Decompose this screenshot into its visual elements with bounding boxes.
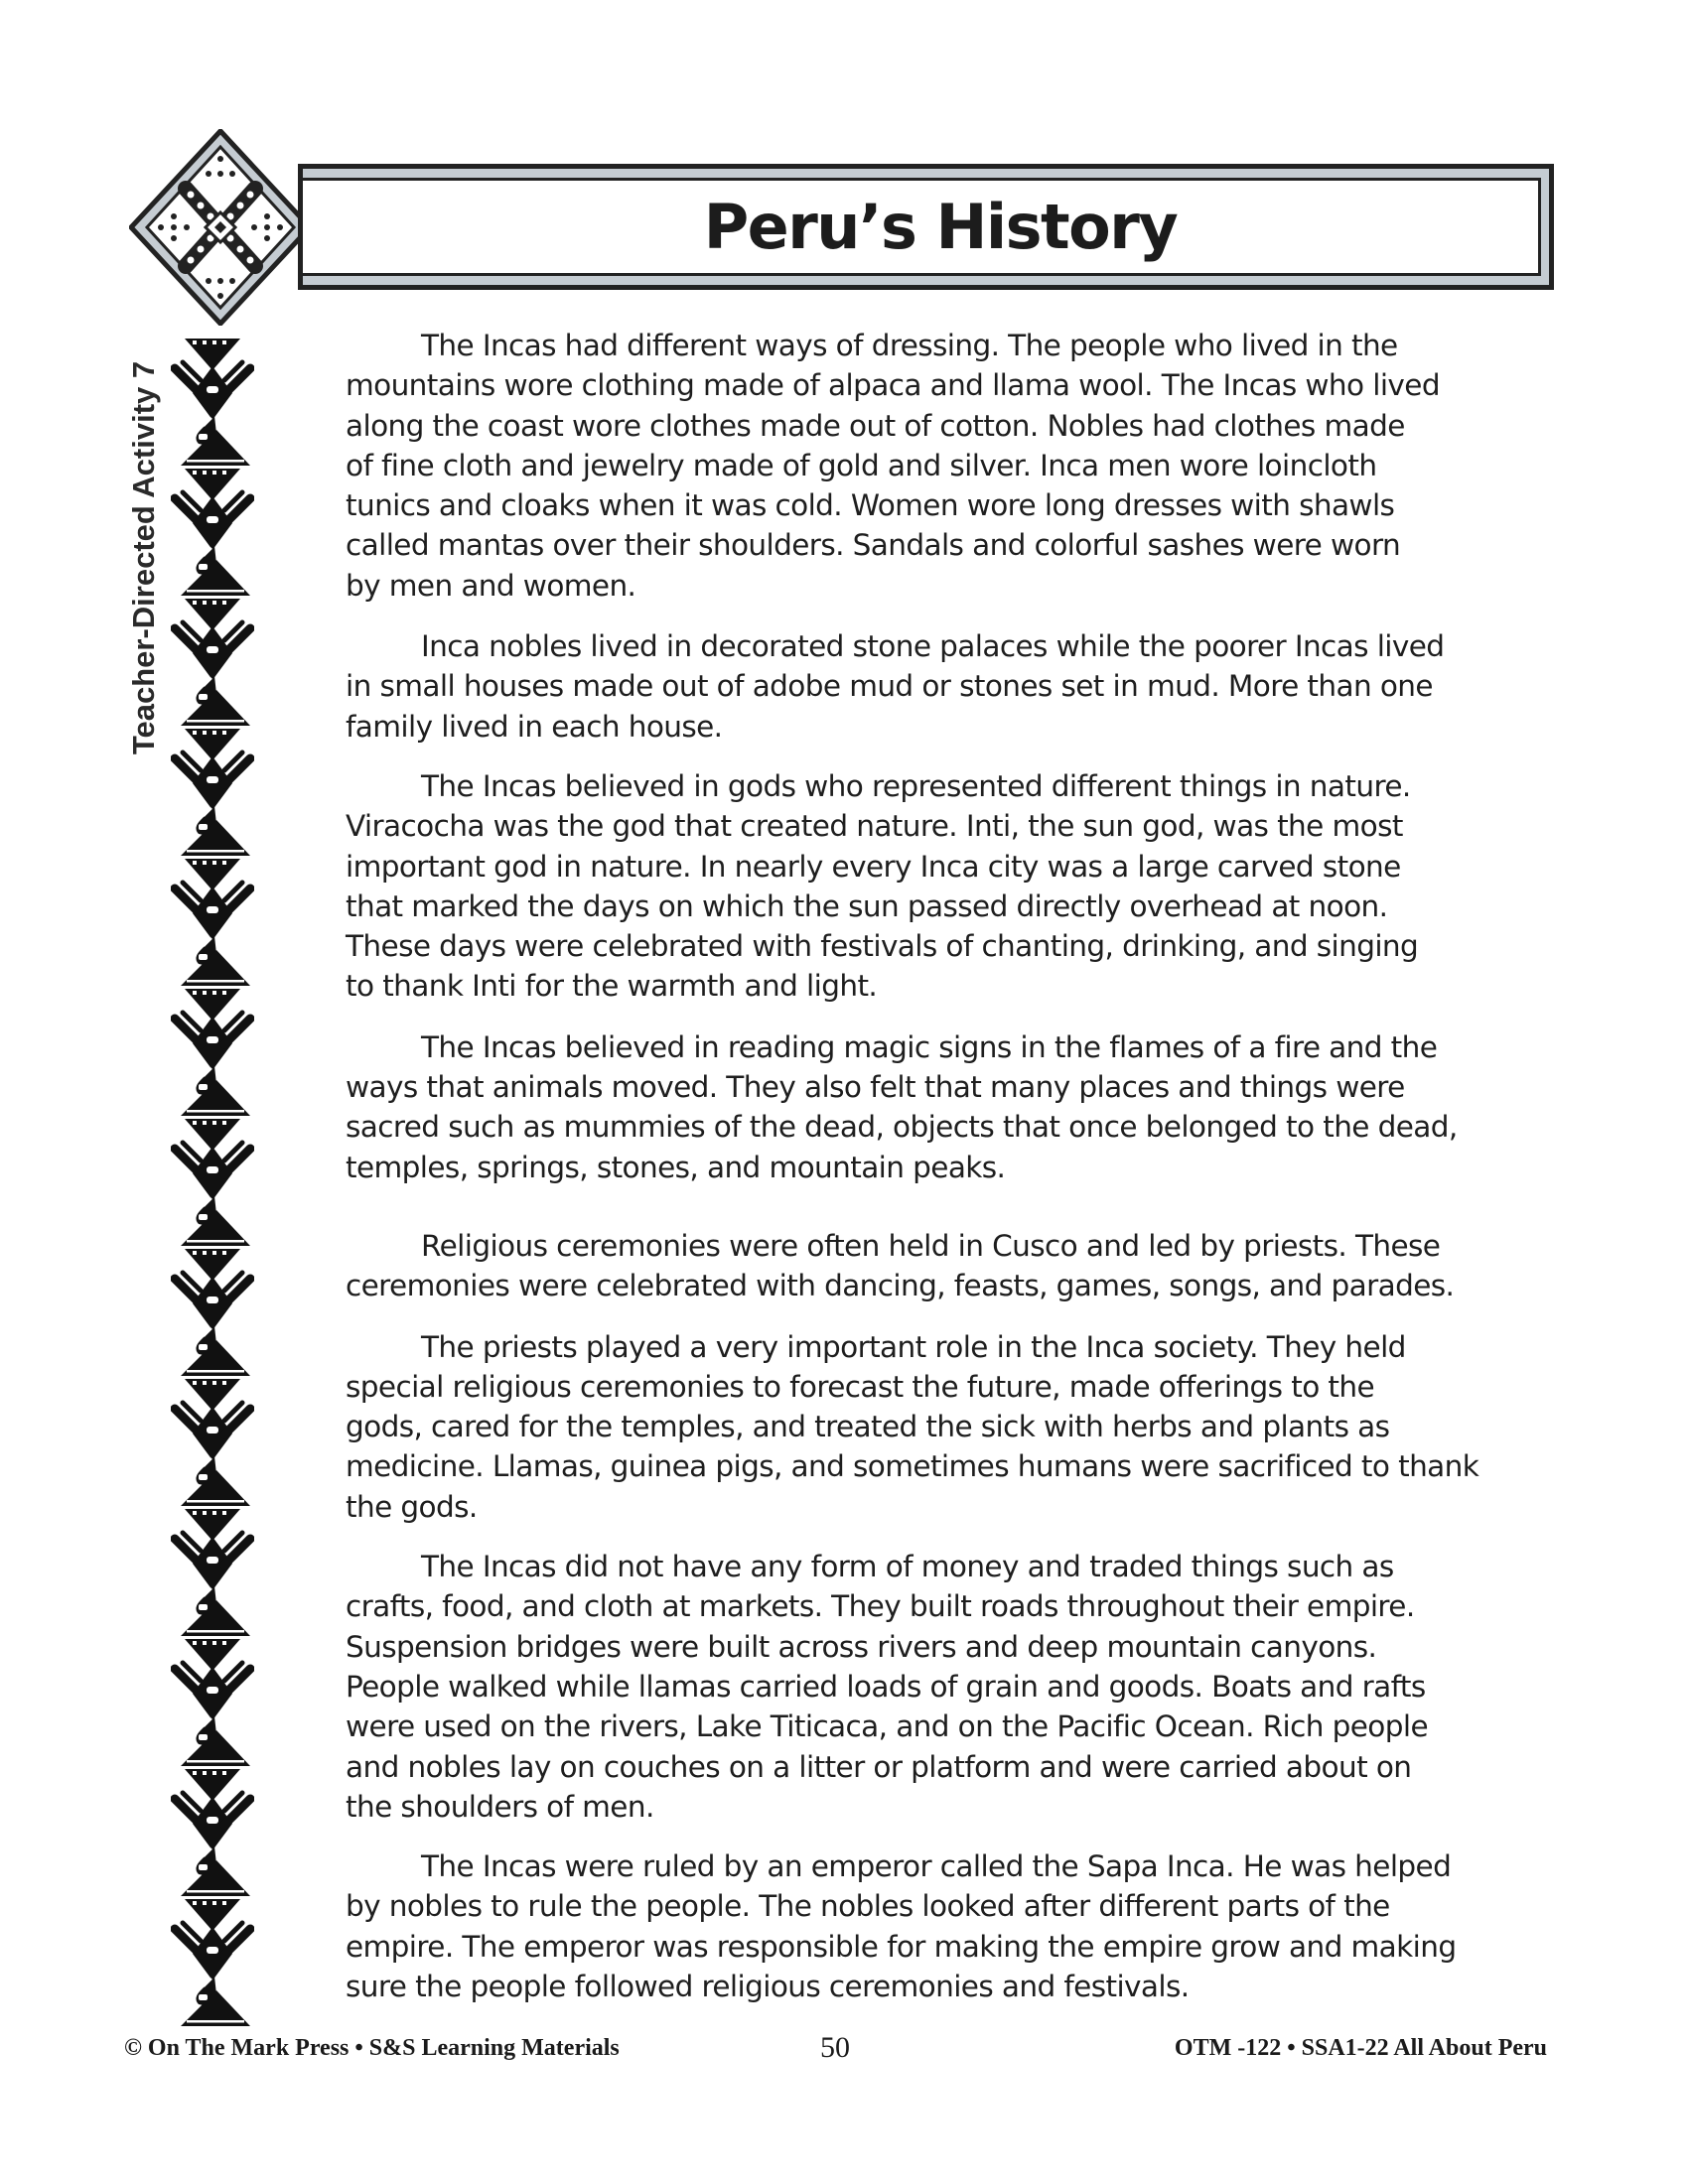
paragraph-line: The Incas did not have any form of money and traded things such as — [421, 1550, 1394, 1584]
paragraph-line: The Incas believed in gods who represented different things in nature. — [421, 768, 1411, 803]
paragraph-line: that marked the days on which the sun passed directly overhead at noon. — [346, 888, 1388, 923]
footer-product-code: OTM -122 • SSA1-22 All About Peru — [1174, 2035, 1547, 2061]
paragraph — [346, 626, 1562, 747]
bird-motif-icon — [171, 1119, 254, 1249]
bird-motif-icon — [171, 1249, 254, 1379]
bird-motif-icon — [171, 1509, 254, 1639]
title-banner — [298, 164, 1554, 290]
paragraph-line: The Incas were ruled by an emperor called the Sapa Inca. He was helped — [421, 1849, 1452, 1884]
paragraph-line: ceremonies were celebrated with dancing, feasts, games, songs, and parades. — [346, 1269, 1455, 1303]
paragraph-line: special religious ceremonies to forecast the future, made offerings to the — [346, 1369, 1375, 1404]
paragraph-line: were used on the rivers, Lake Titicaca, and on the Pacific Ocean. Rich people — [346, 1709, 1429, 1744]
paragraph-line: the shoulders of men. — [346, 1789, 654, 1824]
paragraph-line: medicine. Llamas, guinea pigs, and sometimes humans were sacrificed to thank — [346, 1449, 1479, 1484]
paragraph-line: to thank Inti for the warmth and light. — [346, 969, 878, 1004]
paragraph-line: Religious ceremonies were often held in Cusco and led by priests. These — [421, 1228, 1441, 1263]
bird-motif-icon — [171, 1769, 254, 1899]
paragraph-line: ways that animals moved. They also felt that many places and things were — [346, 1070, 1405, 1105]
sidebar-activity-text: Teacher-Directed Activity 7 — [126, 360, 161, 755]
decorative-border-column — [171, 339, 254, 2029]
paragraph-line: gods, cared for the temples, and treated the sick with herbs and plants as — [346, 1410, 1390, 1444]
paragraph — [346, 1226, 1562, 1306]
bird-motif-icon — [171, 1379, 254, 1509]
paragraph — [346, 766, 1562, 1007]
paragraph-line: called mantas over their shoulders. Sandals and colorful sashes were worn — [346, 528, 1401, 563]
bird-motif-icon — [171, 989, 254, 1119]
title-banner-inner — [303, 178, 1541, 276]
paragraph-line: family lived in each house. — [346, 709, 723, 744]
paragraph-line: Suspension bridges were built across rivers and deep mountain canyons. — [346, 1629, 1377, 1664]
footer-copyright: © On The Mark Press • S&S Learning Materials — [124, 2035, 620, 2061]
bird-motif-icon — [171, 1899, 254, 2029]
page-footer — [0, 2031, 1688, 2075]
paragraph-line: Inca nobles lived in decorated stone palaces while the poorer Incas lived — [421, 629, 1445, 664]
paragraph-line: sacred such as mummies of the dead, objects that once belonged to the dead, — [346, 1110, 1458, 1145]
paragraph-line: empire. The emperor was responsible for making the empire grow and making — [346, 1929, 1457, 1964]
paragraph-line: People walked while llamas carried loads of grain and goods. Boats and rafts — [346, 1669, 1426, 1704]
paragraph-line: of fine cloth and jewelry made of gold and silver. Inca men wore loincloth — [346, 448, 1377, 482]
bird-motif-icon — [171, 1639, 254, 1769]
paragraph-line: the gods. — [346, 1489, 478, 1524]
paragraph-line: The Incas believed in reading magic signs in the flames of a fire and the — [421, 1029, 1438, 1064]
bird-motif-icon — [171, 599, 254, 729]
bird-motif-icon — [171, 339, 254, 469]
page-number: 50 — [820, 2031, 850, 2064]
article-body — [346, 326, 1562, 2006]
bird-motif-icon — [171, 729, 254, 859]
page-title: Peru’s History — [703, 191, 1178, 263]
paragraph-line: and nobles lay on couches on a litter or platform and were carried about on — [346, 1749, 1412, 1784]
paragraph — [346, 326, 1562, 606]
paragraph-line: The priests played a very important role in the Inca society. They held — [421, 1329, 1406, 1364]
paragraph-line: Viracocha was the god that created nature. Inti, the sun god, was the most — [346, 809, 1403, 844]
paragraph-line: important god in nature. In nearly every Inca city was a large carved stone — [346, 849, 1401, 884]
paragraph-line: crafts, food, and cloth at markets. They built roads throughout their empire. — [346, 1589, 1415, 1624]
paragraph-line: mountains wore clothing made of alpaca and llama wool. The Incas who lived — [346, 368, 1440, 403]
paragraph — [346, 1547, 1562, 1827]
paragraph-line: tunics and cloaks when it was cold. Women wore long dresses with shawls — [346, 488, 1395, 523]
paragraph-line: by men and women. — [346, 568, 636, 603]
bird-motif-icon — [171, 859, 254, 989]
paragraph-line: sure the people followed religious ceremonies and festivals. — [346, 1969, 1190, 2003]
bird-motif-icon — [171, 469, 254, 599]
paragraph-line: by nobles to rule the people. The nobles looked after different parts of the — [346, 1889, 1390, 1924]
paragraph-line: The Incas had different ways of dressing. The people who lived in the — [421, 329, 1398, 362]
diamond-emblem-icon — [129, 129, 312, 326]
paragraph — [346, 1027, 1562, 1187]
paragraph-line: temples, springs, stones, and mountain peaks. — [346, 1150, 1006, 1184]
paragraph — [346, 1327, 1562, 1527]
paragraph-line: These days were celebrated with festivals of chanting, drinking, and singing — [346, 929, 1419, 964]
paragraph — [346, 1846, 1562, 2006]
paragraph-line: along the coast wore clothes made out of cotton. Nobles had clothes made — [346, 408, 1405, 443]
paragraph-line: in small houses made out of adobe mud or stones set in mud. More than one — [346, 669, 1433, 704]
